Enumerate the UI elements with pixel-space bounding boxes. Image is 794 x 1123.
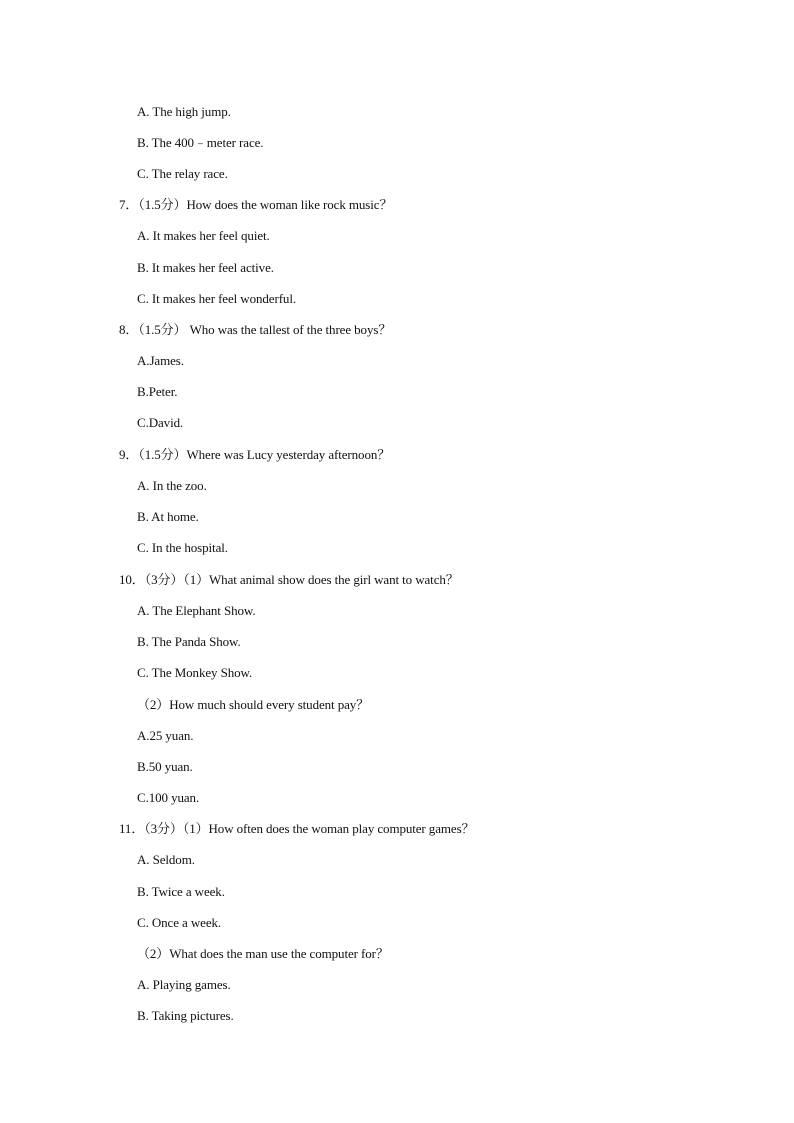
option-11-2a: A. Playing games. [137, 977, 231, 992]
question-9: 9．（1.5分）Where was Lucy yesterday afternoon？ [119, 447, 391, 462]
option-11-1c: C. Once a week. [137, 915, 222, 930]
question-11-1: 11．（3分）（1）How often does the woman play computer games？ [119, 821, 475, 836]
question-8: 8．（1.5分） Who was the tallest of the three boys？ [119, 322, 392, 337]
option-8a: A.James. [137, 353, 184, 368]
option-10-2b: B.50 yuan. [137, 759, 193, 774]
option-11-2b: B. Taking pictures. [137, 1008, 234, 1023]
question-10-1: 10．（3分）（1）What animal show does the girl want to watch？ [119, 572, 459, 587]
question-7: 7．（1.5分）How does the woman like rock music？ [119, 197, 393, 212]
option-7c: C. It makes her feel wonderful. [137, 291, 296, 306]
option-7a: A. It makes her feel quiet. [137, 228, 270, 243]
option-9c: C. In the hospital. [137, 540, 228, 555]
option-11-1b: B. Twice a week. [137, 884, 225, 899]
option-10-1a: A. The Elephant Show. [137, 603, 256, 618]
option-10-1b: B. The Panda Show. [137, 634, 241, 649]
option-10-2c: C.100 yuan. [137, 790, 200, 805]
option-6c: C. The relay race. [137, 166, 228, 181]
option-9a: A. In the zoo. [137, 478, 207, 493]
option-6a: A. The high jump. [137, 104, 231, 119]
option-10-2a: A.25 yuan. [137, 728, 194, 743]
option-9b: B. At home. [137, 509, 199, 524]
option-7b: B. It makes her feel active. [137, 260, 274, 275]
question-11-2: （2）What does the man use the computer for？ [137, 946, 389, 961]
option-6b: B. The 400﹣meter race. [137, 135, 264, 150]
question-10-2: （2）How much should every student pay？ [137, 697, 370, 712]
option-8c: C.David. [137, 415, 184, 430]
option-10-1c: C. The Monkey Show. [137, 665, 253, 680]
option-8b: B.Peter. [137, 384, 178, 399]
option-11-1a: A. Seldom. [137, 852, 195, 867]
